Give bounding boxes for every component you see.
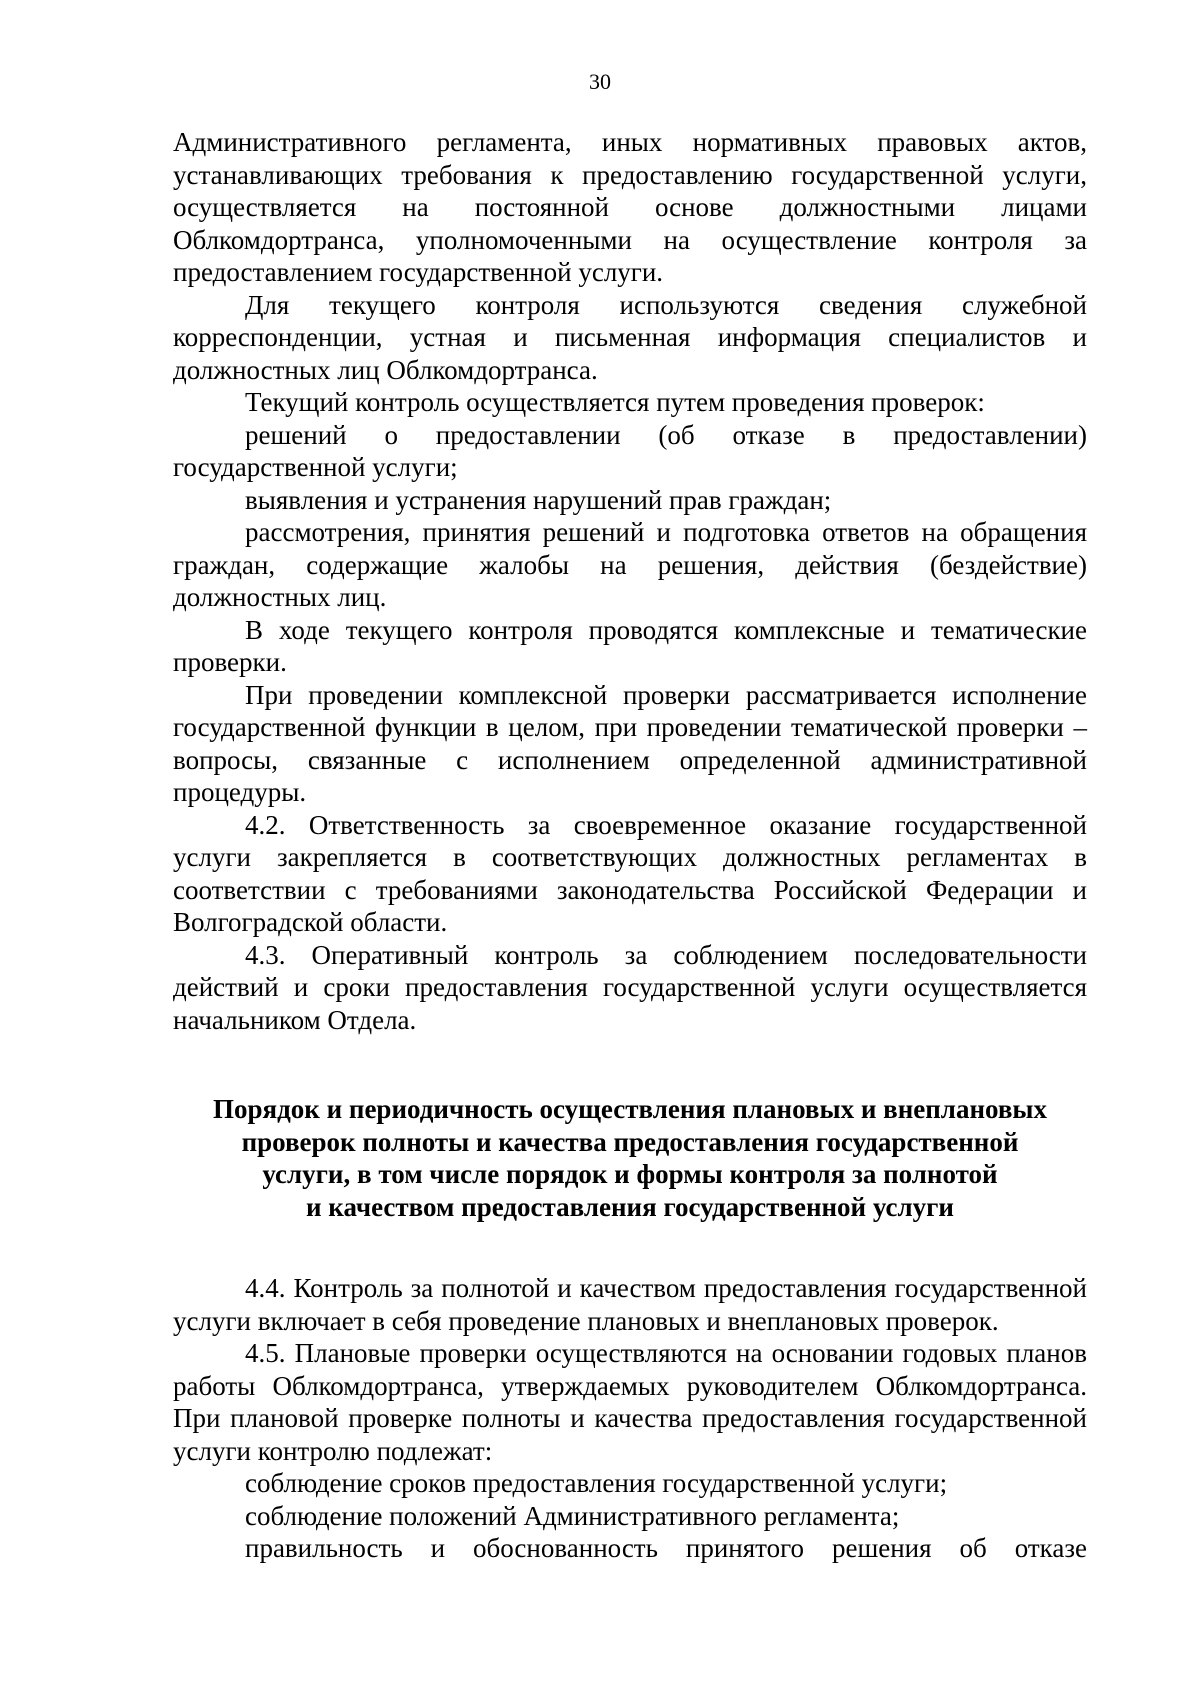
paragraph: При проведении комплексной проверки рассматривается исполнение государственной функции в целом, при проведении тематической проверки – вопросы, связанные с исполнением определенной административной процедуры. [173,679,1087,807]
paragraph: соблюдение сроков предоставления государственной услуги; [245,1468,948,1498]
paragraph: 4.2. Ответственность за своевременное оказание государственной услуги закрепляется в соответствующих должностных регламентах в соответствии с требованиями законодательства Российской Федерации и Волгоградской области. [173,809,1087,937]
paragraph: 4.4. Контроль за полнотой и качеством предоставления государственной услуги включает в себя проведение плановых и внеплановых проверок. [173,1273,1087,1336]
section-before-heading [173,126,1087,1036]
paragraph: 4.3. Оперативный контроль за соблюдением последовательности действий и сроки предоставления государственной услуги осуществляется начальником Отдела. [173,939,1087,1035]
heading-line: проверок полноты и качества предоставления государственной [241,1126,1019,1157]
section-after-heading [173,1272,1087,1565]
page-number: 30 [589,69,611,94]
paragraph: Административного регламента, иных нормативных правовых актов, устанавливающих требования к предоставлению государственной услуги, осуществляется на постоянной основе должностными лицами Облкомдортранса, уполномоченными на осуществление контроля за предоставлением государственной услуги. [173,127,1087,287]
paragraph: рассмотрения, принятия решений и подготовка ответов на обращения граждан, содержащие жалобы на решения, действия (бездействие) должностных лиц. [173,517,1087,612]
paragraph: выявления и устранения нарушений прав граждан; [245,484,832,515]
paragraph: 4.5. Плановые проверки осуществляются на основании годовых планов работы Облкомдортранса, утверждаемых руководителем Облкомдортранса. При плановой проверке полноты и качества предоставления государственной услуги контролю подлежат: [173,1338,1087,1466]
section-heading [173,1093,1087,1223]
heading-line: и качеством предоставления государственной услуги [306,1191,954,1222]
paragraph: правильность и обоснованность принятого решения об отказе [245,1533,1087,1563]
document-body [173,126,1087,1565]
heading-line: услуги, в том числе порядок и формы контроля за полнотой [262,1159,998,1189]
paragraph: В ходе текущего контроля проводятся комплексные и тематические проверки. [173,614,1087,677]
heading-line: Порядок и периодичность осуществления плановых и внеплановых [213,1094,1047,1124]
paragraph: Для текущего контроля используются сведения служебной корреспонденции, устная и письменная информация специалистов и должностных лиц Облкомдортранса. [173,289,1087,385]
paragraph: Текущий контроль осуществляется путем проведения проверок: [245,387,985,417]
paragraph: решений о предоставлении (об отказе в предоставлении) государственной услуги; [173,419,1087,482]
paragraph: соблюдение положений Административного регламента; [245,1500,900,1531]
